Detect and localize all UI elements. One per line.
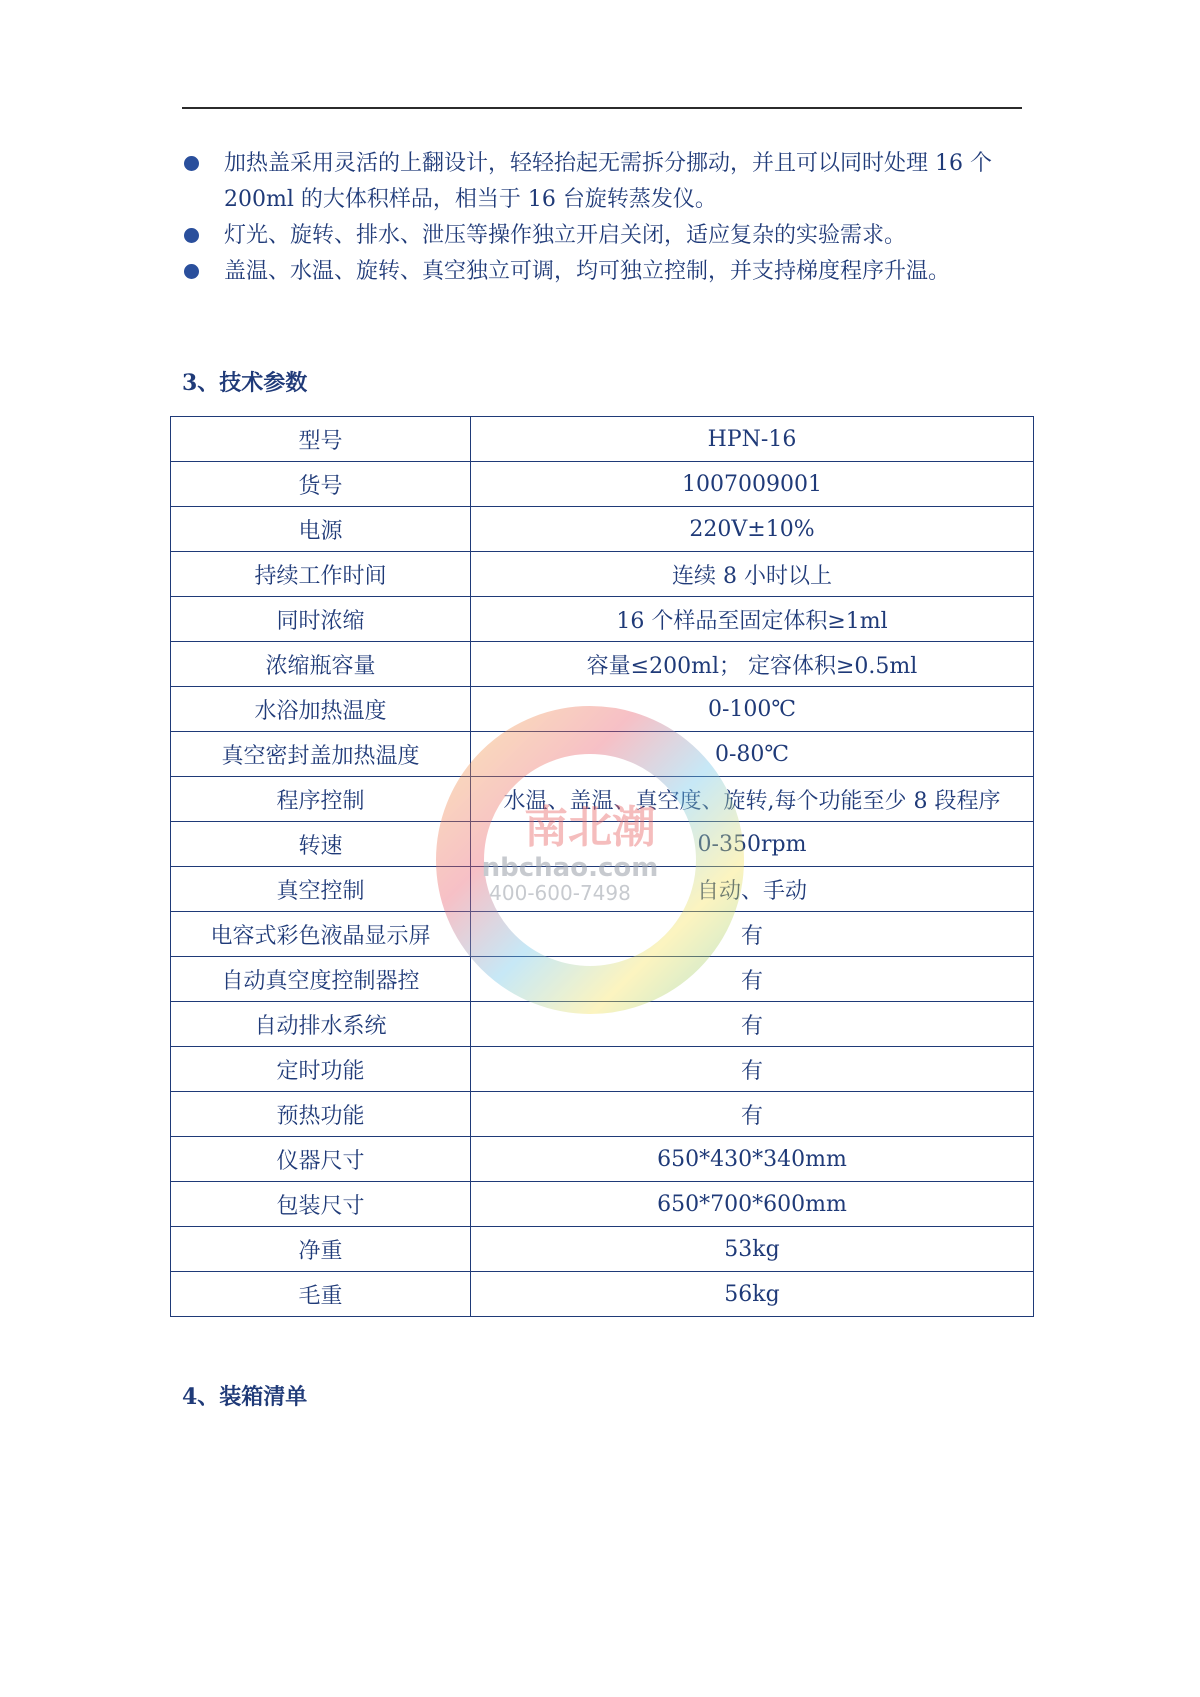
spec-value: 自动、手动 — [471, 867, 1034, 912]
spec-row — [171, 417, 1034, 462]
bullet-icon — [184, 156, 199, 171]
spec-row — [171, 687, 1034, 732]
spec-label: 货号 — [171, 462, 471, 507]
spec-value: 有 — [471, 1047, 1034, 1092]
feature-item — [182, 218, 1032, 254]
spec-value: 有 — [471, 957, 1034, 1002]
spec-row — [171, 642, 1034, 687]
spec-table — [170, 416, 1034, 1317]
spec-label: 程序控制 — [171, 777, 471, 822]
spec-row — [171, 507, 1034, 552]
spec-label: 净重 — [171, 1227, 471, 1272]
feature-text: 灯光、旋转、排水、泄压等操作独立开启关闭，适应复杂的实验需求。 — [224, 223, 907, 248]
spec-row — [171, 1272, 1034, 1317]
feature-item — [182, 146, 1032, 218]
spec-value: 56kg — [471, 1272, 1034, 1317]
watermark-site: nbchao.com — [481, 853, 659, 883]
spec-row — [171, 1002, 1034, 1047]
feature-text: 盖温、水温、旋转、真空独立可调，均可独立控制，并支持梯度程序升温。 — [224, 259, 951, 284]
spec-label: 型号 — [171, 417, 471, 462]
spec-row — [171, 1047, 1034, 1092]
spec-value: 650*430*340mm — [471, 1137, 1034, 1182]
spec-table-body — [171, 417, 1034, 1317]
feature-text: 加热盖采用灵活的上翻设计，轻轻抬起无需拆分挪动，并且可以同时处理 16 个 200ml 的大体积样品，相当于 16 台旋转蒸发仪。 — [224, 151, 992, 212]
spec-label: 持续工作时间 — [171, 552, 471, 597]
spec-value: 有 — [471, 912, 1034, 957]
section-4-heading: 4、装箱清单 — [182, 1384, 308, 1410]
spec-label: 浓缩瓶容量 — [171, 642, 471, 687]
spec-row — [171, 1182, 1034, 1227]
spec-value: 有 — [471, 1002, 1034, 1047]
spec-value: 有 — [471, 1092, 1034, 1137]
spec-value: 1007009001 — [471, 462, 1034, 507]
spec-row — [171, 867, 1034, 912]
spec-label: 自动排水系统 — [171, 1002, 471, 1047]
spec-value: 16 个样品至固定体积≥1ml — [471, 597, 1034, 642]
spec-value: 53kg — [471, 1227, 1034, 1272]
spec-label: 同时浓缩 — [171, 597, 471, 642]
spec-value: 连续 8 小时以上 — [471, 552, 1034, 597]
feature-list — [182, 146, 1032, 290]
bullet-icon — [184, 228, 199, 243]
spec-label: 电容式彩色液晶显示屏 — [171, 912, 471, 957]
spec-label: 定时功能 — [171, 1047, 471, 1092]
spec-row — [171, 1092, 1034, 1137]
spec-row — [171, 1137, 1034, 1182]
spec-row — [171, 552, 1034, 597]
spec-label: 水浴加热温度 — [171, 687, 471, 732]
spec-row — [171, 1227, 1034, 1272]
spec-row — [171, 597, 1034, 642]
spec-value: 0-80℃ — [471, 732, 1034, 777]
spec-label: 电源 — [171, 507, 471, 552]
spec-value: 容量≤200ml； 定容体积≥0.5ml — [471, 642, 1034, 687]
watermark-phone: 400-600-7498 — [489, 881, 631, 905]
spec-row — [171, 777, 1034, 822]
spec-value: 0-350rpm — [471, 822, 1034, 867]
spec-label: 预热功能 — [171, 1092, 471, 1137]
spec-label: 真空密封盖加热温度 — [171, 732, 471, 777]
section-3-heading: 3、技术参数 — [182, 370, 308, 396]
spec-label: 包装尺寸 — [171, 1182, 471, 1227]
spec-value: 220V±10% — [471, 507, 1034, 552]
spec-row — [171, 822, 1034, 867]
spec-row — [171, 462, 1034, 507]
spec-value: 650*700*600mm — [471, 1182, 1034, 1227]
header-rule — [182, 107, 1022, 109]
spec-label: 仪器尺寸 — [171, 1137, 471, 1182]
spec-label: 转速 — [171, 822, 471, 867]
spec-value: 水温、盖温、真空度、旋转,每个功能至少 8 段程序 — [471, 777, 1034, 822]
spec-row — [171, 957, 1034, 1002]
spec-value: 0-100℃ — [471, 687, 1034, 732]
spec-row — [171, 732, 1034, 777]
spec-label: 毛重 — [171, 1272, 471, 1317]
spec-label: 自动真空度控制器控 — [171, 957, 471, 1002]
spec-row — [171, 912, 1034, 957]
watermark-brand: 南北潮 — [524, 802, 656, 853]
bullet-icon — [184, 264, 199, 279]
spec-value: HPN-16 — [471, 417, 1034, 462]
spec-label: 真空控制 — [171, 867, 471, 912]
feature-item — [182, 254, 1032, 290]
